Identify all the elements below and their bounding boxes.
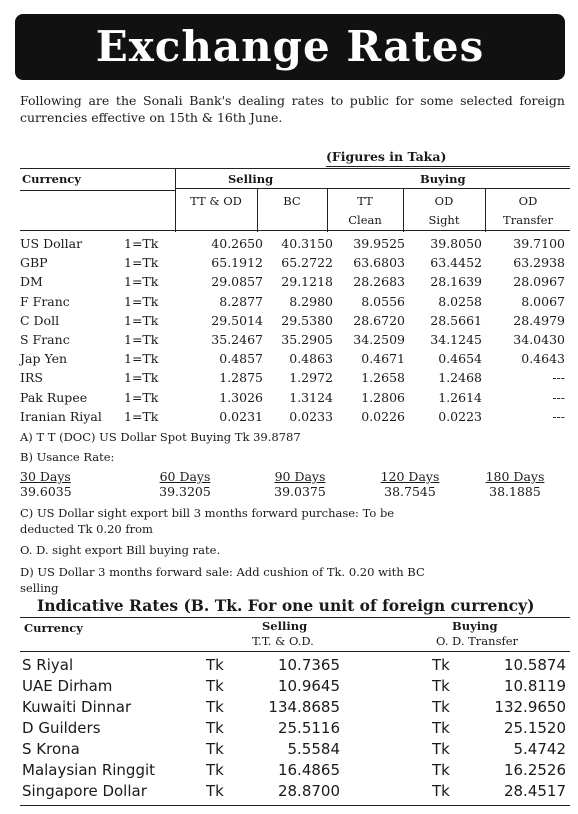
divider bbox=[20, 168, 570, 169]
cell-od-transfer: 63.2938 bbox=[513, 255, 565, 271]
cell-bc: 65.2722 bbox=[281, 255, 333, 271]
cell-tt-clean: 63.6803 bbox=[353, 255, 405, 271]
indicative-currency: UAE Dirham bbox=[22, 677, 113, 695]
usance-value: 38.7545 bbox=[384, 484, 436, 499]
note-od: O. D. sight export Bill buying rate. bbox=[20, 543, 221, 557]
cell-tt-clean: 8.0556 bbox=[361, 293, 405, 309]
indicative-tk: Tk bbox=[206, 677, 224, 695]
cell-bc: 29.1218 bbox=[281, 274, 333, 290]
cell-currency: Iranian Riyal bbox=[20, 408, 102, 424]
cell-unit: 1=Tk bbox=[124, 255, 159, 271]
intro-text: Following are the Sonali Bank's dealing rates to public for some selected foreign currencies effective on 15th & 16th June. bbox=[20, 93, 565, 125]
table-row bbox=[20, 313, 570, 332]
cell-unit: 1=Tk bbox=[124, 370, 159, 386]
cell-bc: 40.3150 bbox=[281, 236, 333, 251]
cell-od-sight: 1.2614 bbox=[438, 389, 482, 405]
note-a: A) T T (DOC) US Dollar Spot Buying Tk 39.8787 bbox=[20, 430, 301, 444]
cell-bc: 1.3124 bbox=[289, 389, 333, 405]
divider bbox=[326, 166, 570, 167]
usance-label: 180 Days bbox=[485, 469, 545, 484]
cell-currency: S Franc bbox=[20, 332, 70, 347]
divider bbox=[20, 651, 570, 652]
cell-tt-od: 1.3026 bbox=[219, 389, 263, 405]
cell-bc: 0.0233 bbox=[289, 408, 333, 424]
cell-od-transfer: 28.4979 bbox=[513, 312, 565, 328]
header-sight: Sight bbox=[428, 213, 460, 227]
cell-od-sight: 8.0258 bbox=[438, 293, 482, 309]
indicative-currency: Singapore Dollar bbox=[22, 782, 147, 800]
cell-od-sight: 39.8050 bbox=[430, 236, 482, 251]
indicative-row bbox=[22, 677, 570, 698]
cell-tt-clean: 39.9525 bbox=[353, 236, 405, 251]
indicative-selling: 28.8700 bbox=[277, 782, 340, 800]
cell-od-transfer: 34.0430 bbox=[513, 332, 565, 347]
cell-tt-clean: 28.2683 bbox=[353, 274, 405, 290]
cell-unit: 1=Tk bbox=[124, 293, 159, 309]
cell-currency: F Franc bbox=[20, 293, 70, 309]
cell-tt-od: 65.1912 bbox=[211, 255, 263, 271]
indicative-currency: Kuwaiti Dinnar bbox=[22, 698, 132, 716]
cell-od-sight: 0.0223 bbox=[438, 408, 482, 424]
indicative-header-selling-sub: T.T. & O.D. bbox=[252, 634, 314, 648]
table-row bbox=[20, 236, 570, 255]
indicative-row bbox=[22, 761, 570, 782]
usance-item bbox=[470, 469, 560, 499]
cell-tt-od: 0.4857 bbox=[219, 351, 263, 367]
divider bbox=[403, 188, 404, 232]
indicative-selling: 10.7365 bbox=[277, 656, 340, 674]
indicative-tk: Tk bbox=[432, 698, 450, 716]
cell-od-transfer: --- bbox=[552, 389, 565, 405]
cell-currency: US Dollar bbox=[20, 236, 83, 251]
indicative-header-buying: Buying bbox=[452, 619, 498, 633]
cell-unit: 1=Tk bbox=[124, 389, 159, 405]
divider bbox=[257, 188, 258, 232]
indicative-tk: Tk bbox=[206, 719, 224, 737]
usance-value: 39.6035 bbox=[20, 484, 72, 499]
header-bc: BC bbox=[283, 194, 301, 208]
cell-tt-od: 1.2875 bbox=[219, 370, 263, 386]
indicative-tk: Tk bbox=[206, 782, 224, 800]
divider bbox=[20, 190, 175, 191]
cell-tt-clean: 0.4671 bbox=[361, 351, 405, 367]
title-banner bbox=[15, 14, 565, 80]
header-clean: Clean bbox=[348, 213, 382, 227]
cell-od-sight: 28.5661 bbox=[430, 312, 482, 328]
usance-value: 39.0375 bbox=[274, 484, 326, 499]
cell-tt-od: 40.2650 bbox=[211, 236, 263, 251]
cell-bc: 0.4863 bbox=[289, 351, 333, 367]
indicative-tk: Tk bbox=[206, 656, 224, 674]
cell-currency: Jap Yen bbox=[20, 351, 68, 367]
indicative-row bbox=[22, 698, 570, 719]
cell-currency: IRS bbox=[20, 370, 43, 386]
cell-od-transfer: --- bbox=[552, 408, 565, 424]
cell-currency: C Doll bbox=[20, 312, 60, 328]
indicative-currency: S Riyal bbox=[22, 656, 74, 674]
indicative-buying: 10.5874 bbox=[503, 656, 566, 674]
indicative-title: Indicative Rates (B. Tk. For one unit of foreign currency) bbox=[37, 596, 535, 615]
cell-od-sight: 1.2468 bbox=[438, 370, 482, 386]
cell-unit: 1=Tk bbox=[124, 351, 159, 367]
indicative-tk: Tk bbox=[432, 740, 450, 758]
note-d-line1: D) US Dollar 3 months forward sale: Add cushion of Tk. 0.20 with BC bbox=[20, 565, 425, 579]
page-title: Exchange Rates bbox=[95, 22, 485, 71]
cell-tt-clean: 0.0226 bbox=[361, 408, 405, 424]
usance-item bbox=[365, 469, 455, 499]
table-row bbox=[20, 409, 570, 428]
cell-bc: 35.2905 bbox=[281, 332, 333, 347]
cell-tt-od: 35.2467 bbox=[211, 332, 263, 347]
note-d-line2: selling bbox=[20, 581, 59, 595]
cell-od-transfer: 28.0967 bbox=[513, 274, 565, 290]
indicative-currency: D Guilders bbox=[22, 719, 101, 737]
indicative-buying: 16.2526 bbox=[503, 761, 566, 779]
cell-tt-clean: 28.6720 bbox=[353, 312, 405, 328]
indicative-buying: 28.4517 bbox=[503, 782, 566, 800]
cell-currency: Pak Rupee bbox=[20, 389, 88, 405]
indicative-row bbox=[22, 740, 570, 761]
usance-value: 38.1885 bbox=[489, 484, 541, 499]
indicative-selling: 25.5116 bbox=[277, 719, 340, 737]
cell-unit: 1=Tk bbox=[124, 312, 159, 328]
indicative-buying: 5.4742 bbox=[513, 740, 566, 758]
header-currency: Currency bbox=[22, 172, 81, 186]
note-b: B) Usance Rate: bbox=[20, 450, 115, 464]
indicative-header-selling: Selling bbox=[262, 619, 308, 633]
cell-bc: 1.2972 bbox=[289, 370, 333, 386]
indicative-currency: Malaysian Ringgit bbox=[22, 761, 156, 779]
indicative-selling: 10.9645 bbox=[277, 677, 340, 695]
indicative-header-currency: Currency bbox=[24, 621, 83, 635]
indicative-tk: Tk bbox=[432, 782, 450, 800]
cell-od-sight: 63.4452 bbox=[430, 255, 482, 271]
cell-od-transfer: 39.7100 bbox=[513, 236, 565, 251]
cell-unit: 1=Tk bbox=[124, 332, 159, 347]
header-transfer: Transfer bbox=[503, 213, 553, 227]
table-row bbox=[20, 332, 570, 351]
table-row bbox=[20, 351, 570, 370]
indicative-tk: Tk bbox=[206, 698, 224, 716]
cell-od-transfer: 8.0067 bbox=[521, 293, 565, 309]
figures-note: (Figures in Taka) bbox=[326, 149, 447, 164]
divider bbox=[20, 230, 570, 231]
indicative-tk: Tk bbox=[206, 740, 224, 758]
header-tt: TT bbox=[357, 194, 373, 208]
indicative-tk: Tk bbox=[432, 719, 450, 737]
cell-od-sight: 34.1245 bbox=[430, 332, 482, 347]
table-row bbox=[20, 274, 570, 293]
cell-tt-od: 8.2877 bbox=[219, 293, 263, 309]
cell-unit: 1=Tk bbox=[124, 236, 159, 251]
cell-currency: DM bbox=[20, 274, 43, 290]
indicative-selling: 16.4865 bbox=[277, 761, 340, 779]
header-od-transfer: OD bbox=[518, 194, 538, 208]
usance-item bbox=[140, 469, 230, 499]
cell-unit: 1=Tk bbox=[124, 408, 159, 424]
usance-label: 60 Days bbox=[159, 469, 211, 484]
cell-tt-od: 29.0857 bbox=[211, 274, 263, 290]
usance-label: 30 Days bbox=[20, 469, 71, 484]
usance-item bbox=[255, 469, 345, 499]
cell-od-sight: 28.1639 bbox=[430, 274, 482, 290]
usance-value: 39.3205 bbox=[159, 484, 211, 499]
indicative-tk: Tk bbox=[432, 761, 450, 779]
table-row bbox=[20, 294, 570, 313]
table-row bbox=[20, 255, 570, 274]
cell-od-sight: 0.4654 bbox=[438, 351, 482, 367]
cell-od-transfer: --- bbox=[552, 370, 565, 386]
table-row bbox=[20, 370, 570, 389]
indicative-selling: 134.8685 bbox=[268, 698, 340, 716]
cell-currency: GBP bbox=[20, 255, 48, 271]
indicative-header-buying-sub: O. D. Transfer bbox=[435, 634, 519, 648]
cell-bc: 29.5380 bbox=[281, 312, 333, 328]
divider bbox=[175, 188, 570, 189]
cell-tt-od: 0.0231 bbox=[219, 408, 263, 424]
cell-unit: 1=Tk bbox=[124, 274, 159, 290]
header-selling: Selling bbox=[228, 172, 274, 186]
note-c-line1: C) US Dollar sight export bill 3 months forward purchase: To be bbox=[20, 506, 395, 520]
cell-tt-clean: 1.2806 bbox=[361, 389, 405, 405]
cell-od-transfer: 0.4643 bbox=[521, 351, 565, 367]
indicative-row bbox=[22, 719, 570, 740]
indicative-tk: Tk bbox=[206, 761, 224, 779]
indicative-row bbox=[22, 656, 570, 677]
indicative-buying: 10.8119 bbox=[503, 677, 566, 695]
indicative-currency: S Krona bbox=[22, 740, 80, 758]
indicative-buying: 132.9650 bbox=[494, 698, 566, 716]
header-od-sight: OD bbox=[434, 194, 454, 208]
indicative-tk: Tk bbox=[432, 677, 450, 695]
cell-tt-clean: 34.2509 bbox=[353, 332, 405, 347]
divider bbox=[175, 168, 176, 232]
header-tt-od: TT & OD bbox=[190, 194, 242, 208]
indicative-tk: Tk bbox=[432, 656, 450, 674]
divider bbox=[327, 188, 328, 232]
header-buying: Buying bbox=[420, 172, 466, 186]
indicative-buying: 25.1520 bbox=[503, 719, 566, 737]
divider bbox=[20, 617, 570, 618]
note-c-line2: deducted Tk 0.20 from bbox=[20, 522, 153, 536]
usance-item bbox=[20, 469, 110, 499]
cell-tt-clean: 1.2658 bbox=[361, 370, 405, 386]
usance-label: 90 Days bbox=[274, 469, 326, 484]
table-row bbox=[20, 390, 570, 409]
indicative-row bbox=[22, 782, 570, 803]
divider bbox=[20, 805, 570, 806]
indicative-selling: 5.5584 bbox=[287, 740, 340, 758]
cell-tt-od: 29.5014 bbox=[211, 312, 263, 328]
usance-label: 120 Days bbox=[380, 469, 440, 484]
divider bbox=[485, 188, 486, 232]
cell-bc: 8.2980 bbox=[289, 293, 333, 309]
